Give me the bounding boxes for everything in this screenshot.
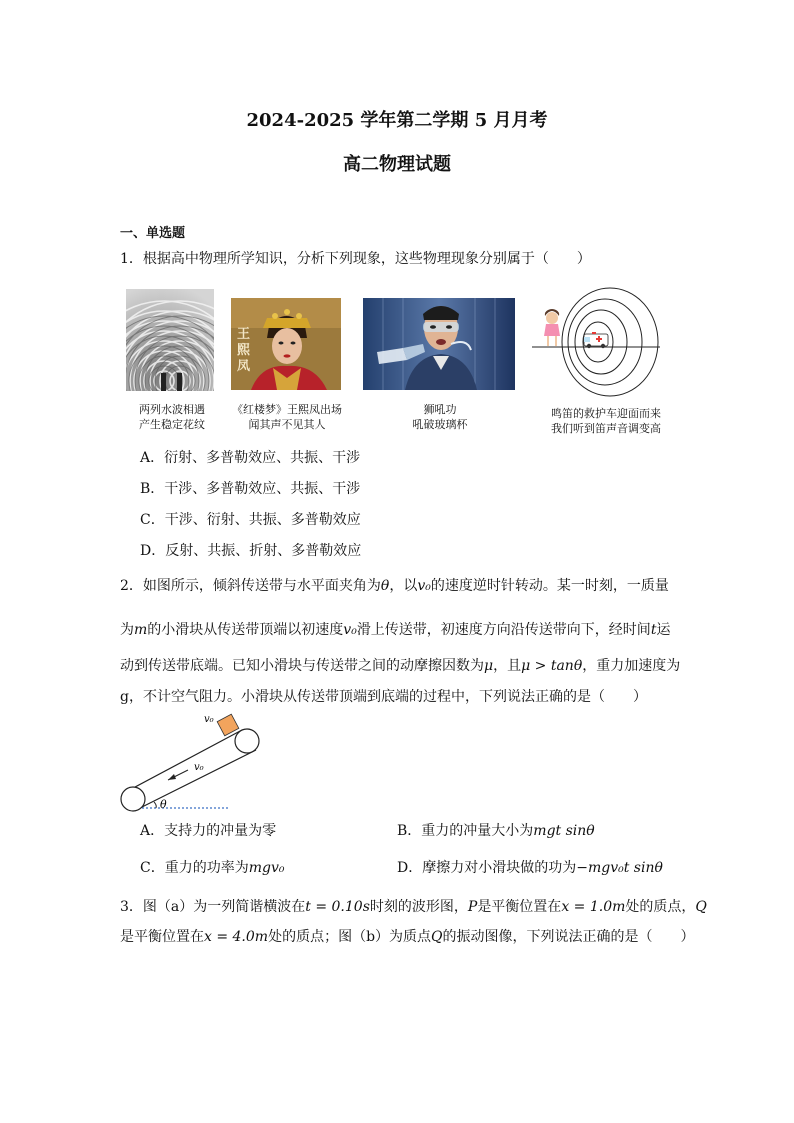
- text: 处的质点；图（b）为质点: [268, 929, 432, 945]
- text: 的小滑块从传送带顶端以初速度: [147, 622, 344, 638]
- expr: x = 1.0m: [561, 899, 626, 915]
- caption-line: 产生稳定花纹: [139, 418, 205, 431]
- text: ，且: [493, 658, 522, 674]
- ambulance-doppler-image: [532, 282, 662, 397]
- caption-line: 吼破玻璃杯: [412, 418, 468, 431]
- caption-line: 我们听到笛声音调变高: [551, 422, 661, 435]
- image-caption: [118, 402, 226, 432]
- q1-option-b: B．干涉、多普勒效应、共振、干涉: [140, 481, 361, 497]
- text: 的速度逆时针转动。某一时刻，一质量: [430, 578, 669, 594]
- expr: x = 4.0m: [204, 929, 269, 945]
- q2-option-c: [140, 857, 284, 877]
- portrait-text: 王: [237, 327, 251, 342]
- expr: mgv₀: [248, 860, 285, 876]
- symbol: Q: [695, 899, 707, 915]
- symbol: θ: [380, 578, 390, 594]
- expr: −mgv₀t sinθ: [576, 860, 663, 876]
- caption-line: 闻其声不见其人: [248, 418, 326, 431]
- text: 2．如图所示，倾斜传送带与水平面夹角为: [120, 578, 381, 594]
- diagram-theta-label: θ: [160, 798, 167, 811]
- q2-line-2: [120, 619, 670, 639]
- text: 为: [120, 622, 134, 638]
- image-caption: [380, 402, 500, 432]
- page-title: 2024-2025 学年第二学期 5 月月考: [246, 110, 548, 131]
- symbol: μ > tanθ: [521, 658, 583, 674]
- text: D．摩擦力对小滑块做的功为: [397, 860, 577, 876]
- portrait-text: 熙: [237, 343, 251, 358]
- diagram-v0-belt-label: v₀: [194, 762, 204, 773]
- caption-line: 《红楼梦》王熙凤出场: [232, 403, 342, 416]
- text: B．重力的冲量大小为: [397, 823, 534, 839]
- q2-line-3: [120, 655, 680, 675]
- q1-option-d: D．反射、共振、折射、多普勒效应: [140, 543, 362, 559]
- text: 3．图（a）为一列简谐横波在: [120, 899, 306, 915]
- text: 滑上传送带，初速度方向沿传送带向下，经时间: [356, 622, 651, 638]
- wang-xifeng-portrait-image: [231, 298, 341, 390]
- symbol: P: [467, 899, 478, 915]
- caption-line: 鸣笛的救护车迎面而来: [551, 407, 661, 420]
- text: 时刻的波形图，: [369, 899, 468, 915]
- text: 的振动图像，下列说法正确的是（ ）: [442, 929, 695, 945]
- text: 运: [656, 622, 671, 638]
- q2-option-a: A．支持力的冲量为零: [140, 823, 277, 839]
- caption-line: 两列水波相遇: [139, 403, 205, 416]
- q2-option-b: [397, 820, 595, 840]
- portrait-text: 凤: [237, 359, 251, 374]
- q2-line-4: g，不计空气阻力。小滑块从传送带顶端到底端的过程中，下列说法正确的是（ ）: [120, 689, 647, 705]
- q3-line-1: [120, 896, 707, 916]
- q3-line-2: [120, 926, 695, 946]
- symbol: m: [134, 622, 148, 638]
- q1-stem: 1．根据高中物理所学知识，分析下列现象，这些物理现象分别属于（ ）: [120, 251, 591, 267]
- text: 是平衡位置在: [477, 899, 562, 915]
- caption-line: 狮吼功: [423, 403, 457, 416]
- conveyor-belt-diagram: [116, 708, 266, 814]
- text: 处的质点，: [625, 899, 696, 915]
- text: ，重力加速度为: [582, 658, 681, 674]
- voice-shatter-glass-image: [363, 298, 515, 390]
- expr: t = 0.10s: [305, 899, 370, 915]
- symbol: Q: [431, 929, 443, 945]
- text: 是平衡位置在: [120, 929, 204, 945]
- q1-option-a: A．衍射、多普勒效应、共振、干涉: [140, 450, 361, 466]
- symbol: v₀: [417, 578, 431, 594]
- symbol: v₀: [343, 622, 357, 638]
- image-caption: [536, 406, 676, 436]
- section-heading: 一、单选题: [120, 226, 186, 241]
- symbol: t: [650, 622, 657, 638]
- text: 动到传送带底端。已知小滑块与传送带之间的动摩擦因数为: [120, 658, 484, 674]
- water-wave-interference-image: [126, 289, 214, 391]
- q2-line-1: [120, 575, 669, 595]
- q1-option-c: C．干涉、衍射、共振、多普勒效应: [140, 512, 361, 528]
- symbol: μ: [484, 658, 494, 674]
- text: C．重力的功率为: [140, 860, 249, 876]
- diagram-v0-top-label: v₀: [204, 714, 214, 725]
- text: ，以: [389, 578, 418, 594]
- image-caption: [222, 402, 352, 432]
- page-subtitle: 高二物理试题: [343, 154, 451, 175]
- expr: mgt sinθ: [533, 823, 595, 839]
- q2-option-d: [397, 857, 663, 877]
